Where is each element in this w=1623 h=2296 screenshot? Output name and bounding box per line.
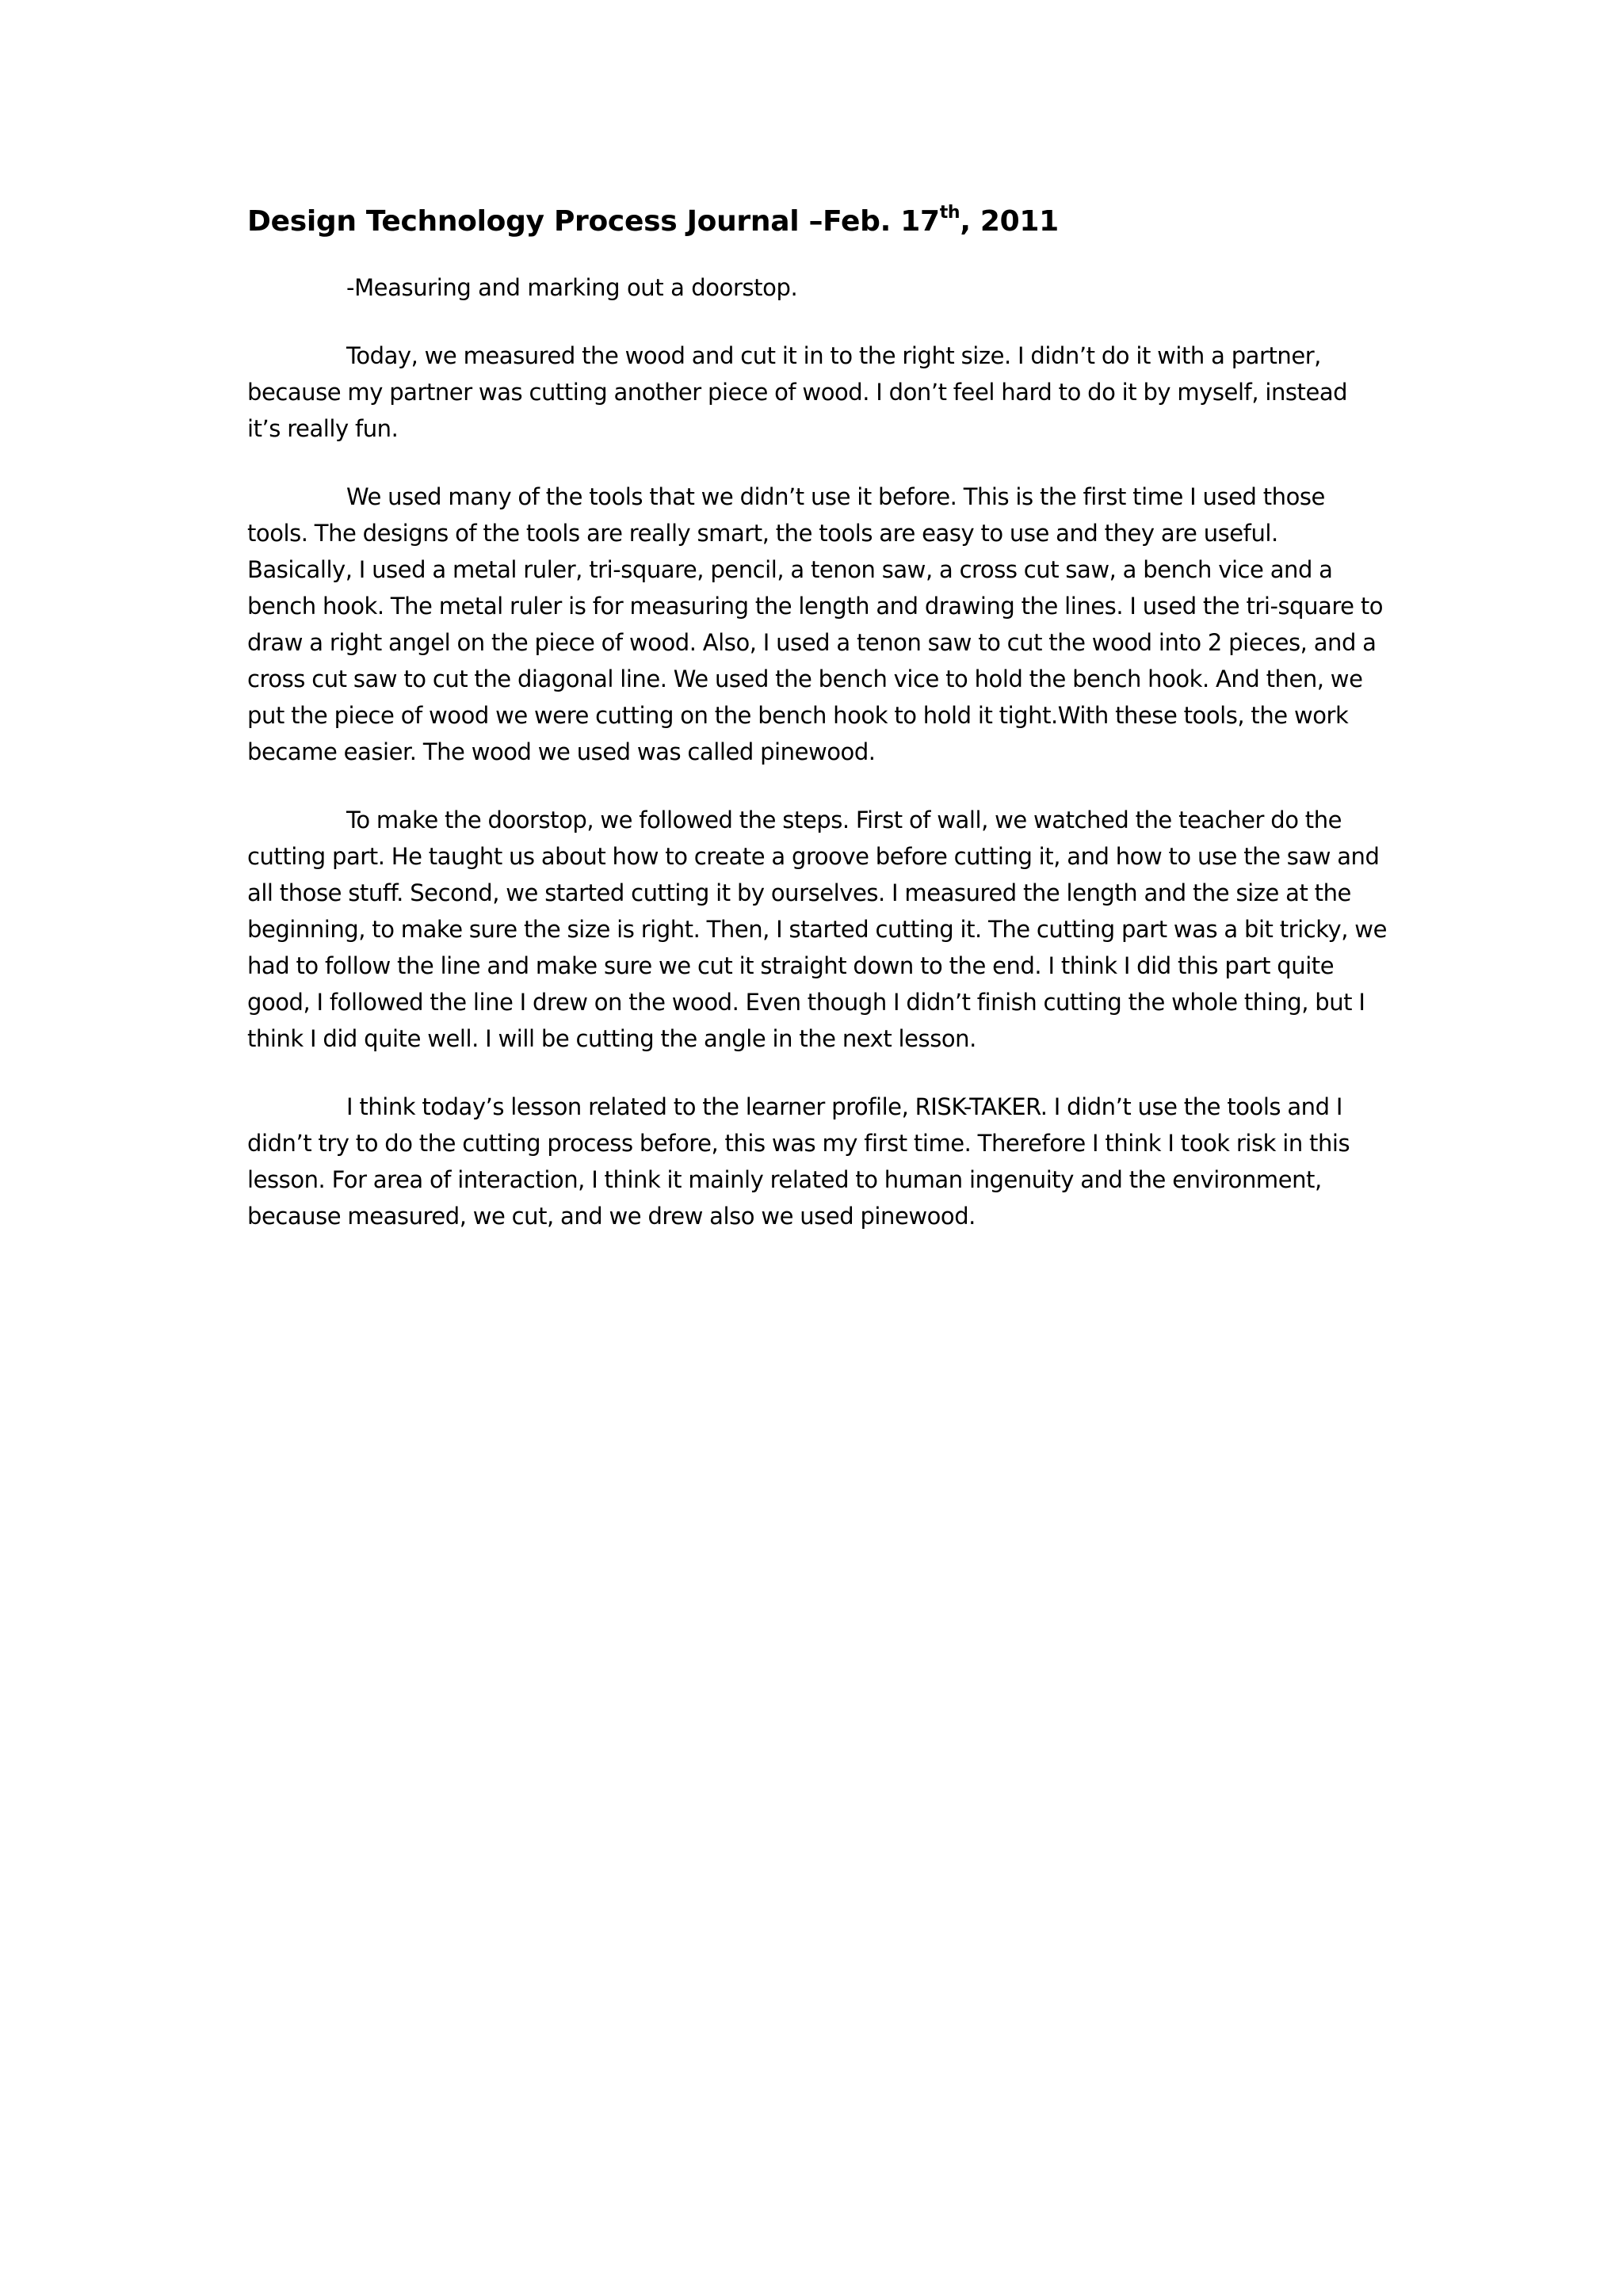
title-superscript: th <box>939 203 960 223</box>
paragraph-reflection: I think today’s lesson related to the learner profile, RISK-TAKER. I didn’t use the tools and I didn’t try to do the cutting process before, this was my first time. Therefore I think I took risk in this lesson. For area of interaction, I think it mainly related to human ingenuity and the environment, because measured, we cut, and we drew also we used pinewood. <box>247 1093 1350 1230</box>
title-text: Design Technology Process Journal –Feb. 17 <box>247 205 940 238</box>
paragraph-intro: Today, we measured the wood and cut it in to the right size. I didn’t do it with a partner, because my partner was cutting another piece of wood. I don’t feel hard to do it by myself, instead it’s really fun. <box>247 342 1348 442</box>
document-title <box>247 190 1387 254</box>
paragraph-tools: We used many of the tools that we didn’t use it before. This is the first time I used those tools. The designs of the tools are really smart, the tools are easy to use and they are useful. Basically, I used a metal ruler, tri-square, pencil, a tenon saw, a cross cut saw, a bench vice and a bench hook. The metal ruler is for measuring the length and drawing the lines. I used the tri-square to draw a right angel on the piece of wood. Also, I used a tenon saw to cut the wood into 2 pieces, and a cross cut saw to cut the diagonal line. We used the bench vice to hold the bench hook. And then, we put the piece of wood we were cutting on the bench hook to hold it tight.With these tools, the work became easier. The wood we used was called pinewood. <box>247 483 1384 765</box>
paragraph-steps: To make the doorstop, we followed the steps. First of wall, we watched the teacher do the cutting part. He taught us about how to create a groove before cutting it, and how to use the saw and all those stuff. Second, we started cutting it by ourselves. I measured the length and the size at the beginning, to make sure the size is right. Then, I started cutting it. The cutting part was a bit tricky, we had to follow the line and make sure we cut it straight down to the end. I think I did this part quite good, I followed the line I drew on the wood. Even though I didn’t finish cutting the whole thing, but I think I did quite well. I will be cutting the angle in the next lesson. <box>247 807 1387 1052</box>
document-subtitle: -Measuring and marking out a doorstop. <box>346 274 798 301</box>
document-body <box>247 190 1387 1266</box>
title-year: , 2011 <box>960 205 1059 238</box>
